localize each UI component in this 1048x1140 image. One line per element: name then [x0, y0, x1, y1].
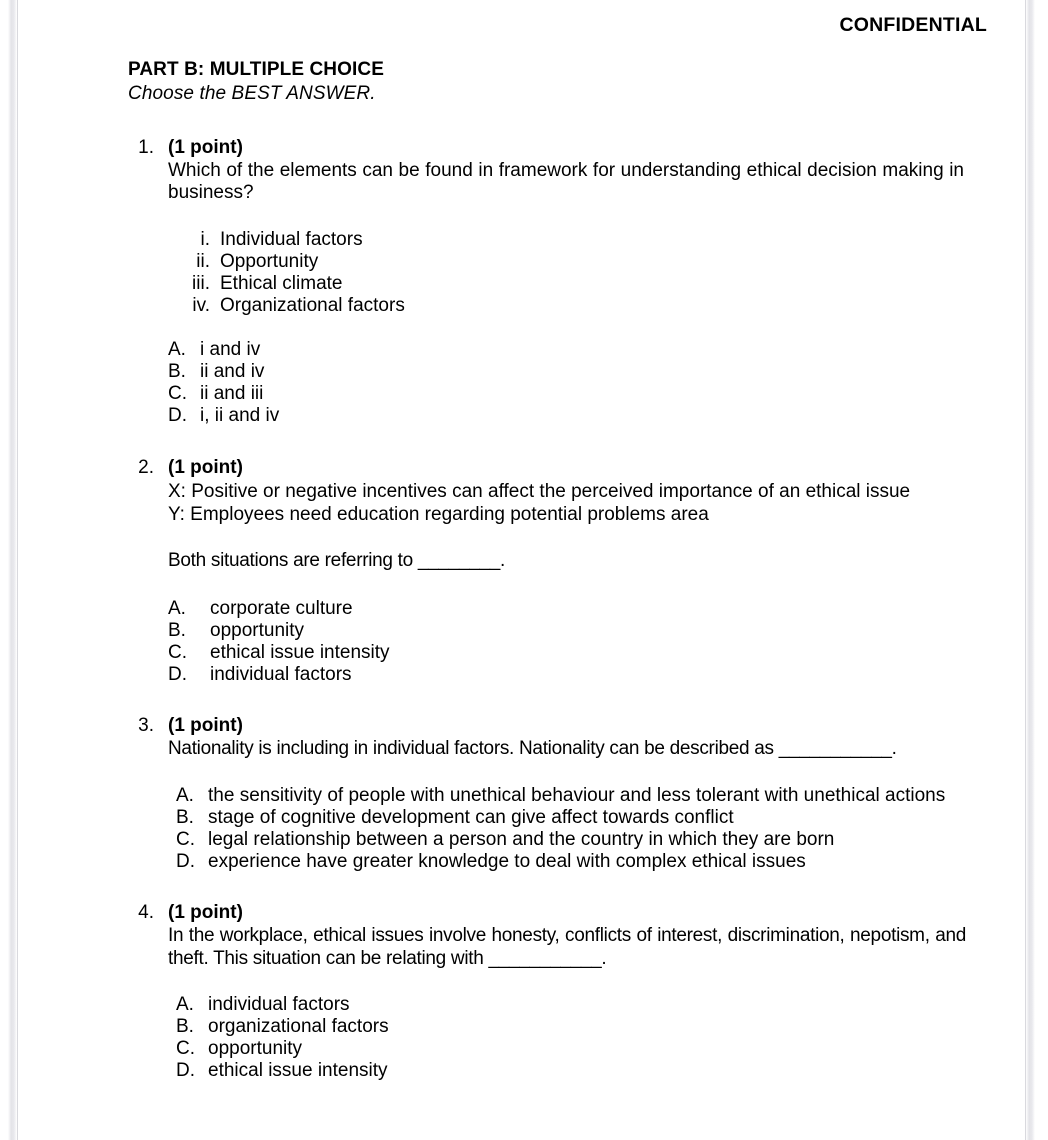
question-body	[168, 457, 956, 686]
option-letter: C.	[176, 828, 195, 850]
question-stem: Which of the elements can be found in framework for understanding ethical decision making in business?	[168, 160, 964, 204]
roman-list-item	[176, 295, 956, 317]
question-stem: Nationality is including in individual factors. Nationality can be described as ___________.	[168, 738, 897, 760]
confidential-label: CONFIDENTIAL	[839, 14, 987, 36]
question-statement-x: X: Positive or negative incentives can affect the perceived importance of an ethical issue	[168, 480, 911, 502]
option-text: i and iv	[200, 338, 261, 360]
option-letter: B.	[168, 361, 186, 382]
roman-numeral-list	[176, 229, 956, 317]
question-body	[168, 136, 964, 427]
answer-options	[168, 598, 956, 686]
question-body	[168, 901, 966, 1082]
option-text: ii and iii	[200, 383, 264, 405]
question-points: (1 point)	[168, 457, 243, 479]
roman-text: Organizational factors	[220, 294, 405, 316]
question-item	[128, 457, 956, 686]
question-stem: In the workplace, ethical issues involve honesty, conflicts of interest, discrimination, nepotism, and theft. This situation can be relating with ___________.	[168, 925, 966, 969]
option-letter: D.	[168, 405, 187, 427]
page-right-edge	[1025, 0, 1026, 1140]
option-letter: D.	[176, 1060, 195, 1082]
option-letter: A.	[168, 597, 186, 619]
option-text: individual factors	[210, 663, 352, 685]
answer-option[interactable]	[168, 642, 956, 664]
option-text: ii and iv	[200, 361, 265, 382]
answer-option[interactable]	[176, 785, 956, 807]
option-text: opportunity	[208, 1038, 303, 1060]
question-points: (1 point)	[168, 901, 243, 923]
roman-text: Ethical climate	[220, 272, 343, 294]
answer-options	[176, 994, 956, 1082]
roman-list-item	[176, 251, 956, 273]
option-text: i, ii and iv	[200, 405, 280, 427]
roman-list-item	[176, 229, 956, 251]
answer-options	[168, 339, 956, 427]
page-sheet	[18, 0, 1025, 1140]
roman-text: Opportunity	[220, 250, 319, 272]
answer-option[interactable]	[168, 620, 956, 642]
page-left-gutter	[8, 0, 17, 1140]
document-content	[128, 58, 966, 1082]
question-item	[128, 901, 966, 1082]
option-letter: D.	[168, 663, 187, 685]
answer-option[interactable]	[168, 361, 956, 383]
answer-option[interactable]	[168, 383, 956, 405]
question-number: 1.	[138, 136, 154, 158]
question-number: 2.	[138, 457, 154, 479]
roman-text: Individual factors	[220, 228, 363, 250]
answer-option[interactable]	[176, 1038, 956, 1060]
option-text: ethical issue intensity	[208, 1060, 388, 1082]
question-points: (1 point)	[168, 714, 243, 736]
question-statement-y: Y: Employees need education regarding potential problems area	[168, 503, 709, 525]
option-text: legal relationship between a person and the country in which they are born	[208, 828, 835, 850]
option-letter: C.	[168, 641, 187, 663]
page-right-gutter	[1026, 0, 1035, 1140]
option-letter: B.	[168, 619, 186, 641]
question-number: 3.	[138, 714, 154, 736]
answer-option[interactable]	[176, 851, 956, 873]
answer-option[interactable]	[176, 1016, 956, 1038]
part-title: PART B: MULTIPLE CHOICE	[128, 59, 384, 80]
option-text: experience have greater knowledge to deal with complex ethical issues	[208, 850, 806, 872]
option-text: organizational factors	[208, 1016, 389, 1038]
question-body	[168, 715, 956, 873]
option-letter: A.	[176, 994, 194, 1015]
question-item	[128, 715, 956, 873]
question-points: (1 point)	[168, 136, 243, 158]
option-letter: C.	[176, 1038, 195, 1060]
option-letter: D.	[176, 850, 195, 872]
option-text: stage of cognitive development can give affect towards conflict	[208, 806, 734, 828]
part-instruction: Choose the BEST ANSWER.	[128, 83, 376, 105]
option-text: the sensitivity of people with unethical behaviour and less tolerant with unethical actions	[208, 784, 946, 806]
roman-label: ii.	[196, 250, 210, 272]
answer-option[interactable]	[168, 598, 956, 620]
answer-option[interactable]	[176, 994, 956, 1016]
option-letter: A.	[168, 338, 186, 360]
answer-option[interactable]	[168, 664, 956, 686]
answer-option[interactable]	[168, 405, 956, 427]
roman-label: iii.	[192, 272, 210, 294]
answer-option[interactable]	[176, 1060, 956, 1082]
question-number: 4.	[138, 901, 154, 923]
option-letter: A.	[176, 784, 194, 806]
option-letter: B.	[176, 1016, 194, 1038]
roman-label: i.	[200, 228, 210, 250]
roman-label: iv.	[192, 294, 210, 316]
answer-option[interactable]	[176, 807, 956, 829]
answer-options	[176, 785, 956, 873]
option-text: ethical issue intensity	[210, 641, 390, 663]
option-text: individual factors	[208, 994, 350, 1015]
option-text: opportunity	[210, 619, 305, 641]
question-item	[128, 136, 964, 427]
option-letter: B.	[176, 806, 194, 828]
question-prompt: Both situations are referring to ________.	[168, 550, 506, 572]
answer-option[interactable]	[176, 829, 956, 851]
option-letter: C.	[168, 383, 187, 405]
roman-list-item	[176, 273, 956, 295]
answer-option[interactable]	[168, 339, 956, 361]
option-text: corporate culture	[210, 597, 353, 619]
